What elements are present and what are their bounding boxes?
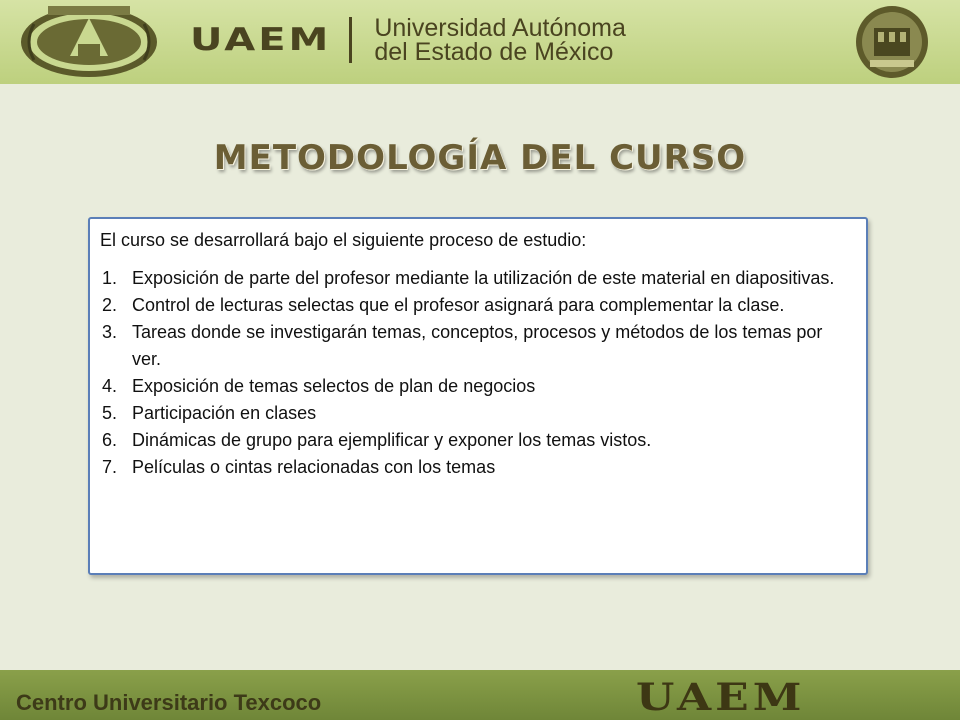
intro-text: El curso se desarrollará bajo el siguiente proceso de estudio:: [100, 230, 587, 250]
list-item: [100, 292, 846, 319]
list-item: [100, 427, 846, 454]
list-item-number: 2.: [102, 295, 118, 315]
content-box: [88, 217, 868, 575]
list-item-text: Películas o cintas relacionadas con los temas: [132, 457, 496, 477]
list-item-number: 1.: [102, 268, 118, 288]
list-item-text: Exposición de temas selectos de plan de negocios: [132, 376, 536, 396]
list-item: [100, 454, 846, 481]
list-item-number: 5.: [102, 403, 118, 423]
header-banner: [0, 0, 960, 84]
university-name-line1: Universidad Autónoma: [374, 14, 626, 42]
list-item-number: 6.: [102, 430, 118, 450]
list-item-number: 7.: [102, 457, 118, 477]
university-seal-left-icon: [18, 4, 160, 80]
list-item-text: Exposición de parte del profesor mediante la utilización de este material en diapositivas.: [132, 268, 835, 288]
list-item-number: 3.: [102, 322, 118, 342]
list-item: [100, 373, 846, 400]
slide-title: METODOLOGÍA DEL CURSO: [213, 138, 747, 178]
list-item-text: Tareas donde se investigarán temas, conceptos, procesos y métodos de los temas por ver.: [132, 322, 823, 369]
list-item: [100, 265, 846, 292]
university-name: [374, 16, 626, 64]
humanismo-seal-right-icon: [840, 4, 944, 80]
list-item-number: 4.: [102, 376, 118, 396]
list-item-text: Control de lecturas selectas que el profesor asignará para complementar la clase.: [132, 295, 785, 315]
uaem-logo-text: UAEM: [190, 22, 332, 58]
list-item: [100, 400, 846, 427]
methodology-list: [100, 265, 846, 481]
footer-bar: [0, 670, 960, 720]
footer-campus-label: Centro Universitario Texcoco: [16, 690, 322, 715]
university-name-line2: del Estado de México: [374, 38, 614, 66]
wordmark-divider: [349, 17, 352, 63]
list-item-text: Participación en clases: [132, 403, 317, 423]
uaem-wordmark: [190, 10, 626, 70]
list-item: [100, 319, 846, 373]
list-item-text: Dinámicas de grupo para ejemplificar y exponer los temas vistos.: [132, 430, 652, 450]
footer-uaem-logo: UAEM: [636, 675, 806, 720]
